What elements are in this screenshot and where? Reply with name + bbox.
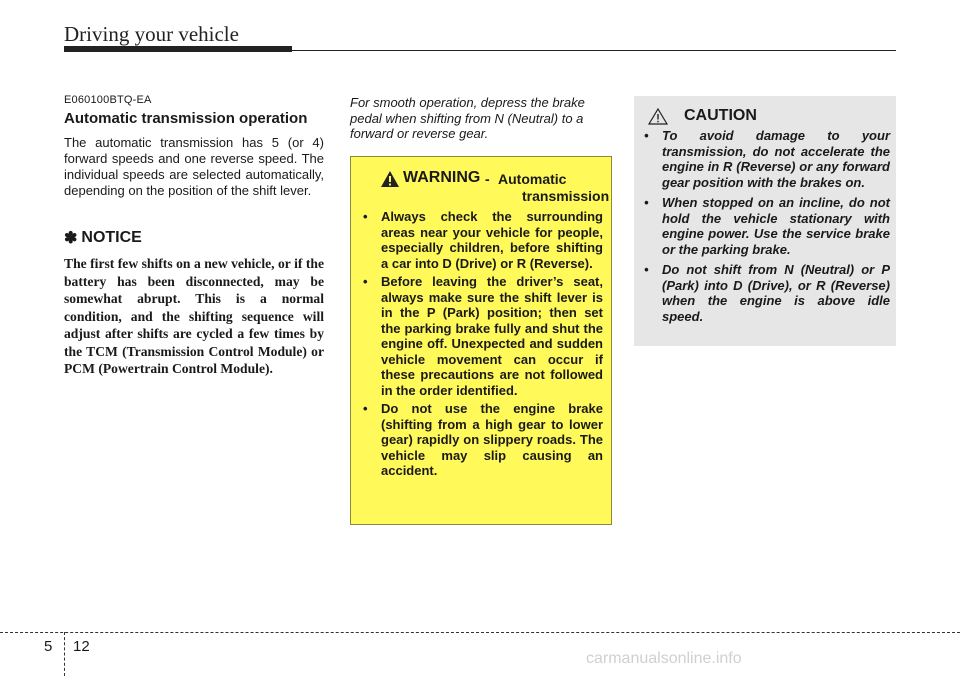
- notice-text: The first few shifts on a new vehicle, or if the battery has been disconnected, may be somewhat abrupt. This is a normal condition, and the shifting sequence will adjust after shifts are cycled a few times by the TCM (Transmission Control Module) or PCM (Powertrain Control Module).: [64, 256, 324, 376]
- section-title: Automatic transmission operation: [64, 110, 308, 127]
- page-number: 12: [73, 638, 90, 655]
- header-rule: [64, 50, 896, 51]
- notice-star-icon: ✽: [64, 230, 78, 247]
- warning-topic: [498, 171, 626, 205]
- warning-topic-line2: transmission: [522, 188, 610, 204]
- warning-item: • Before leaving the driver’s seat, always make sure the shift lever is in the P (Park) position; then set the parking brake fully and shut the engine off. Unexpected and sudden vehicle movement can occur if these precautions are not followed in the order identified.: [361, 274, 603, 398]
- warning-separator: -: [485, 171, 490, 187]
- chapter-number: 5: [44, 638, 53, 655]
- warning-label: WARNING: [403, 169, 481, 186]
- caution-heading: [648, 106, 848, 128]
- footer-separator: [64, 632, 65, 676]
- notice-title: NOTICE: [81, 229, 142, 246]
- watermark[interactable]: carmanualsonline.info: [586, 650, 742, 667]
- caution-item: • When stopped on an incline, do not hold the vehicle stationary with engine power. Use the service brake or the parking brake.: [642, 195, 890, 257]
- notice-heading: [64, 228, 324, 248]
- caution-triangle-icon: [648, 108, 668, 125]
- section-code: E060100BTQ-EA: [64, 94, 152, 106]
- caution-item: • To avoid damage to your transmission, do not accelerate the engine in R (Reverse) or any forward gear position with the brakes on.: [642, 128, 890, 190]
- footer-rule: [0, 632, 960, 633]
- caution-item: • Do not shift from N (Neutral) or P (Park) into D (Drive), or R (Reverse) when the engine is above idle speed.: [642, 262, 890, 324]
- intro-text: For smooth operation, depress the brake pedal when shifting from N (Neutral) to a forward or reverse gear.: [350, 95, 585, 141]
- header-accent-bar: [64, 46, 292, 52]
- warning-item: • Do not use the engine brake (shifting from a high gear to lower gear) rapidly on slippery roads. The vehicle may slip causing an accident.: [361, 401, 603, 479]
- warning-item: • Always check the surrounding areas near your vehicle for people, especially children, before shifting a car into D (Drive) or R (Reverse).: [361, 209, 603, 271]
- caution-label: CAUTION: [684, 107, 757, 124]
- warning-triangle-icon: [381, 171, 399, 187]
- warning-topic-line1: Automatic: [498, 171, 567, 187]
- warning-box: [350, 156, 612, 525]
- warning-list: [361, 209, 603, 482]
- page-header-title: Driving your vehicle: [64, 22, 239, 46]
- caution-box: [634, 96, 896, 346]
- caution-list: [642, 128, 890, 329]
- section-body: The automatic transmission has 5 (or 4) forward speeds and one reverse speed. The individual speeds are selected automatically, depending on the position of the shift lever.: [64, 135, 324, 198]
